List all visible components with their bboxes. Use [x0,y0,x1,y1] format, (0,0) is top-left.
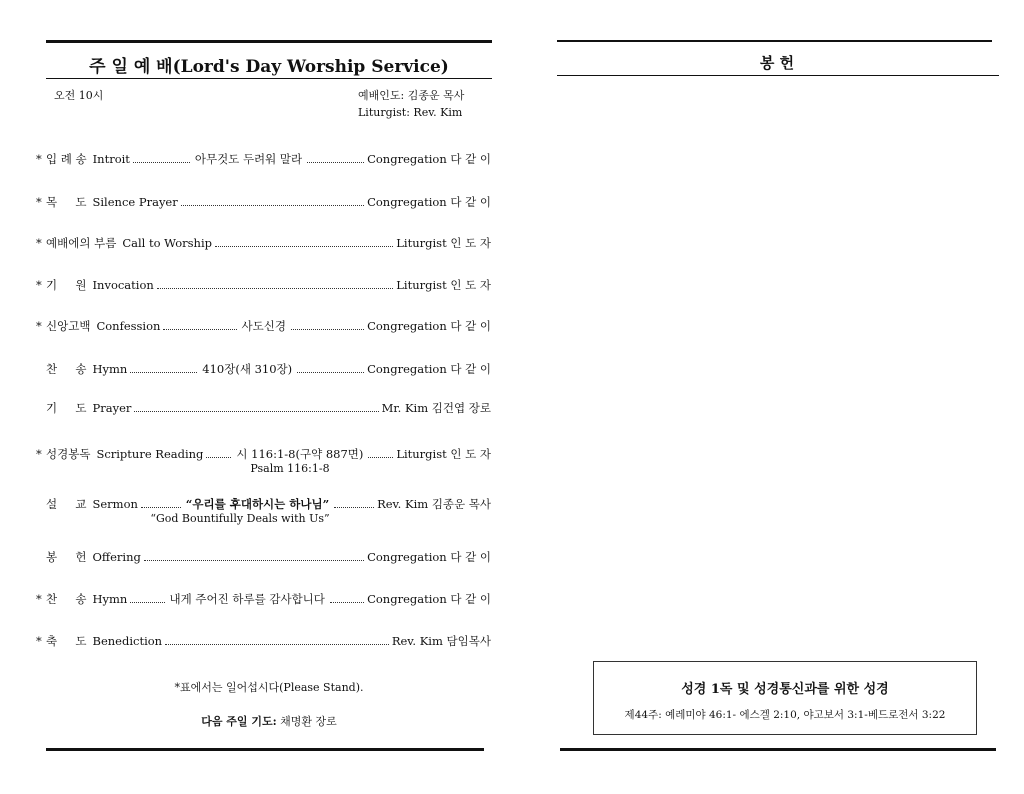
item-detail: 사도신경 [241,319,286,333]
leader-dots [206,448,231,458]
stand-mark: * [36,195,42,209]
item-subtitle: “God Bountifully Deals with Us” [150,512,330,525]
item-korean: 신앙고백 [46,319,91,333]
stand-mark: * [36,152,42,166]
next-prayer-label: 다음 주일 기도: [201,715,277,728]
bible-reading-box [593,661,977,735]
item-detail: “우리를 후대하시는 하나님” [185,497,330,511]
item-korean: 예배에의 부름 [46,236,117,250]
order-item [36,361,491,377]
item-korean: 찬 송 [46,362,87,376]
leader-dots [297,363,364,373]
bible-reading-title: 성경 1독 및 성경통신과를 위한 성경 [681,682,889,697]
stand-mark: * [36,319,42,333]
order-item [36,194,491,210]
stand-note: *표에서는 일어섭시다(Please Stand). [174,681,364,694]
order-item [36,633,491,649]
stand-mark: * [36,236,42,250]
item-korean: 찬 송 [46,592,87,606]
leader-dots [133,153,190,163]
order-item [36,151,491,167]
item-korean: 목 도 [46,195,87,209]
item-korean: 입 례 송 [46,152,87,166]
leader-dots [165,635,389,645]
stand-mark: * [36,278,42,292]
stand-mark: * [36,592,42,606]
item-role: Congregation 다 같 이 [367,152,492,166]
item-role: Liturgist 인 도 자 [396,278,491,292]
item-korean: 기 도 [46,401,87,415]
order-item [36,277,491,293]
item-english: Confession [96,319,161,333]
item-korean: 기 원 [46,278,87,292]
order-item [36,591,491,607]
item-english: Hymn [92,362,128,376]
order-item [36,446,491,462]
leader-dots [334,498,374,508]
item-english: Introit [92,152,130,166]
leader-dots [157,279,394,289]
item-role: Rev. Kim 김종운 목사 [377,497,492,511]
item-english: Call to Worship [122,236,212,250]
order-item [36,235,491,251]
bible-reading-text: 제44주: 예레미야 46:1- 에스겔 2:10, 야고보서 3:1-베드로전서 3:22 [624,709,946,721]
item-english: Offering [92,550,141,564]
item-english: Sermon [92,497,138,511]
item-subtitle: Psalm 116:1-8 [250,462,330,475]
leader-dots [307,153,364,163]
stand-mark: * [36,447,42,461]
item-role: Congregation 다 같 이 [367,592,492,606]
item-role: Congregation 다 같 이 [367,550,491,564]
leader-korean: 예배인도: 김종운 목사 [358,89,465,102]
order-item [36,318,491,334]
leader-dots [134,402,378,412]
order-item [36,496,491,512]
next-prayer-name: 채명환 장로 [280,715,337,728]
item-role: Congregation 다 같 이 [367,319,492,333]
item-role: Mr. Kim 김건엽 장로 [381,401,491,415]
leader-dots [368,448,393,458]
right-title-rule [557,75,999,76]
right-bottom-rule [560,748,996,751]
stand-mark: * [36,634,42,648]
leader-dots [163,320,236,330]
left-top-rule [46,40,492,43]
item-detail: 시 116:1-8(구약 887면) [236,447,364,461]
leader-dots [141,498,181,508]
item-role: Congregation 다 같 이 [367,195,491,209]
item-detail: 410장(새 310장) [202,362,293,376]
item-english: Invocation [92,278,154,292]
service-time: 오전 10시 [54,89,104,102]
item-english: Silence Prayer [92,195,178,209]
item-korean: 봉 헌 [46,550,87,564]
leader-english: Liturgist: Rev. Kim [358,106,463,119]
leader-dots [130,593,164,603]
item-english: Scripture Reading [96,447,204,461]
item-detail: 아무것도 두려워 말라 [194,152,303,166]
order-item [36,400,491,416]
next-prayer [46,713,492,729]
item-role: Liturgist 인 도 자 [396,236,491,250]
item-english: Prayer [92,401,132,415]
leader-dots [130,363,197,373]
leader-dots [291,320,364,330]
item-korean: 축 도 [46,634,87,648]
item-korean: 설 교 [46,497,87,511]
leader-dots [215,237,393,247]
leader-dots [181,196,364,206]
left-bottom-rule [46,748,484,751]
item-role: Congregation 다 같 이 [367,362,492,376]
item-role: Rev. Kim 담임목사 [391,634,491,648]
leader-dots [330,593,364,603]
offering-title: 봉 헌 [759,54,795,72]
item-detail: 내게 주어진 하루를 감사합니다 [169,592,325,606]
order-item [36,549,491,565]
item-english: Benediction [92,634,163,648]
left-title-rule [46,78,492,79]
leader-dots [144,551,364,561]
item-korean: 성경봉독 [46,447,91,461]
item-role: Liturgist 인 도 자 [396,447,492,461]
service-title: 주 일 예 배(Lord's Day Worship Service) [89,57,449,77]
item-english: Hymn [92,592,128,606]
right-top-rule [557,40,992,42]
